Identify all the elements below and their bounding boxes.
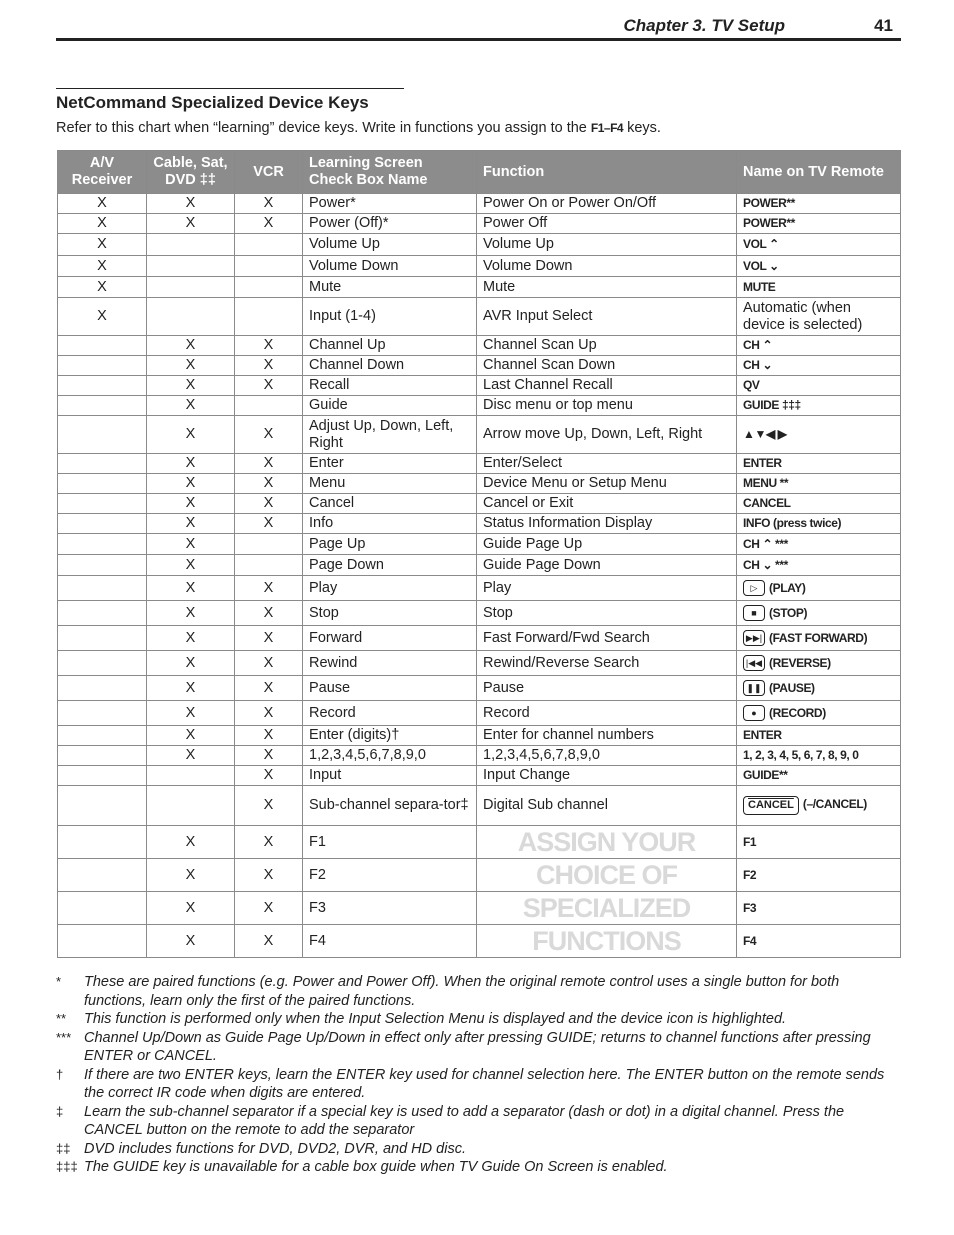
av-cell: X [58,277,147,298]
learning-name-cell: Page Up [303,534,477,555]
col-cable-sat-dvd: Cable, Sat, DVD ‡‡ [147,151,235,194]
cable-cell: X [147,214,235,234]
av-cell [58,651,147,676]
vcr-cell: X [235,626,303,651]
remote-label: POWER** [743,216,795,230]
function-cell: Status Information Display [477,514,737,534]
footnote [56,1029,896,1066]
remote-label: (REVERSE) [769,655,831,670]
cable-cell: X [147,416,235,454]
cable-cell: X [147,726,235,746]
av-cell [58,376,147,396]
function-cell: Volume Down [477,256,737,277]
footnote-symbol: ** [56,1011,67,1026]
remote-label: GUIDE ‡‡‡ [743,398,801,412]
cable-cell: X [147,651,235,676]
table-row [58,651,901,676]
cable-cell [147,786,235,826]
table-row [58,256,901,277]
remote-label: (FAST FORWARD) [769,630,868,645]
cable-cell: X [147,194,235,214]
remote-name-cell [737,214,901,234]
function-cell: Mute [477,277,737,298]
function-cell: Pause [477,676,737,701]
table-row [58,514,901,534]
table-row [58,194,901,214]
remote-label: (STOP) [769,605,808,620]
cable-cell: X [147,514,235,534]
remote-button-icon: ▷ [743,580,765,596]
vcr-cell: X [235,494,303,514]
learning-name-cell: Channel Up [303,336,477,356]
assign-function-text: CHOICE OF [477,859,737,892]
function-cell: Enter for channel numbers [477,726,737,746]
vcr-cell [235,555,303,576]
footnote-symbol: * [56,974,62,989]
remote-label: VOL ⌄ [743,258,779,273]
remote-name-cell [737,651,901,676]
function-cell: Input Change [477,766,737,786]
learning-name-cell: F1 [303,826,477,859]
cable-cell [147,234,235,256]
vcr-cell: X [235,925,303,958]
remote-name-cell [737,494,901,514]
remote-label: CANCEL [743,496,791,510]
remote-label: ▲▼◀ ▶ [743,427,787,441]
remote-label: POWER** [743,196,795,210]
table-row [58,726,901,746]
cable-cell [147,256,235,277]
function-cell: Volume Up [477,234,737,256]
col-remote-name: Name on TV Remote [737,151,901,194]
learning-name-cell: Recall [303,376,477,396]
remote-label: (RECORD) [769,705,826,720]
av-cell [58,534,147,555]
col-function: Function [477,151,737,194]
footnote-text: If there are two ENTER keys, learn the ENTER key used for channel selection here. The ENTER button on the remote sends the correct IR code when digits are entered. [84,1066,885,1101]
av-cell [58,474,147,494]
footnote-symbol: ‡‡‡ [56,1159,78,1174]
table-body [58,194,901,958]
footnote-text: The GUIDE key is unavailable for a cable box guide when TV Guide On Screen is enabled. [84,1159,668,1175]
learning-name-cell: F2 [303,859,477,892]
vcr-cell [235,396,303,416]
remote-name-cell [737,701,901,726]
vcr-cell: X [235,336,303,356]
vcr-cell: X [235,676,303,701]
vcr-cell: X [235,726,303,746]
av-cell [58,416,147,454]
cable-cell [147,277,235,298]
vcr-cell: X [235,194,303,214]
table-row [58,356,901,376]
cable-cell: X [147,336,235,356]
vcr-cell: X [235,892,303,925]
cancel-button-icon: CANCEL [743,796,799,815]
vcr-cell: X [235,214,303,234]
vcr-cell: X [235,576,303,601]
vcr-cell: X [235,701,303,726]
cable-cell [147,298,235,336]
remote-label: (–/CANCEL) [802,797,867,811]
cable-cell: X [147,474,235,494]
vcr-cell: X [235,859,303,892]
footnote-symbol: ‡ [56,1103,64,1119]
av-cell [58,555,147,576]
cable-cell: X [147,494,235,514]
av-cell [58,925,147,958]
av-cell [58,626,147,651]
learning-name-cell: Input (1-4) [303,298,477,336]
remote-name-cell [737,356,901,376]
av-cell: X [58,298,147,336]
function-cell: Cancel or Exit [477,494,737,514]
remote-name-cell [737,534,901,555]
remote-label: MUTE [743,279,776,294]
av-cell [58,892,147,925]
vcr-cell: X [235,786,303,826]
device-keys-table [57,150,901,958]
remote-name-cell [737,786,901,826]
remote-label: Automatic (when device is selected) [743,299,863,333]
av-cell [58,766,147,786]
chapter-title: Chapter 3. TV Setup [623,16,785,35]
assign-function-text: SPECIALIZED [477,892,737,925]
remote-label: ENTER [743,456,782,470]
remote-name-cell [737,626,901,651]
av-cell [58,356,147,376]
table-row [58,892,901,925]
av-cell [58,726,147,746]
learning-name-cell: Rewind [303,651,477,676]
remote-name-cell [737,277,901,298]
remote-name-cell [737,514,901,534]
table-row [58,626,901,651]
table-row [58,474,901,494]
function-cell: AVR Input Select [477,298,737,336]
remote-name-cell: F2 [737,859,901,892]
remote-label: (PAUSE) [769,680,815,695]
remote-name-cell [737,396,901,416]
table-row [58,826,901,859]
av-cell [58,701,147,726]
remote-name-cell [737,576,901,601]
learning-name-cell: F3 [303,892,477,925]
table-row [58,454,901,474]
function-cell: Fast Forward/Fwd Search [477,626,737,651]
remote-label: (PLAY) [769,580,806,595]
remote-name-cell [737,194,901,214]
learning-name-cell: 1,2,3,4,5,6,7,8,9,0 [303,746,477,766]
learning-name-cell: Stop [303,601,477,626]
av-cell [58,336,147,356]
learning-name-cell: Cancel [303,494,477,514]
learning-name-cell: Enter [303,454,477,474]
function-cell: Power Off [477,214,737,234]
assign-function-text: FUNCTIONS [477,925,737,958]
cable-cell: X [147,746,235,766]
learning-name-cell: Guide [303,396,477,416]
table-row [58,336,901,356]
learning-name-cell: Page Down [303,555,477,576]
function-cell: Enter/Select [477,454,737,474]
learning-name-cell: Pause [303,676,477,701]
footnote [56,1158,896,1177]
learning-name-cell: Volume Up [303,234,477,256]
learning-name-cell: Power* [303,194,477,214]
remote-button-icon: ▶▶| [743,630,765,646]
remote-name-cell [737,726,901,746]
av-cell [58,676,147,701]
table-row [58,494,901,514]
function-cell: Guide Page Down [477,555,737,576]
cable-cell [147,766,235,786]
footnote-symbol: † [56,1066,64,1082]
vcr-cell [235,534,303,555]
vcr-cell: X [235,454,303,474]
vcr-cell: X [235,826,303,859]
vcr-cell [235,256,303,277]
cable-cell: X [147,555,235,576]
av-cell [58,826,147,859]
footnote-symbol: *** [56,1029,72,1045]
page-number: 41 [874,16,893,35]
assign-function-text: ASSIGN YOUR [477,826,737,859]
remote-label: CH ⌄ [743,358,773,372]
table-row [58,396,901,416]
function-cell: Channel Scan Down [477,356,737,376]
section-title: NetCommand Specialized Device Keys [56,88,404,113]
cable-cell: X [147,892,235,925]
remote-name-cell [737,416,901,454]
table-row [58,676,901,701]
vcr-cell: X [235,376,303,396]
cable-cell: X [147,826,235,859]
remote-name-cell [737,676,901,701]
remote-label: GUIDE** [743,768,788,782]
remote-name-cell [737,376,901,396]
vcr-cell: X [235,416,303,454]
remote-label: CH ⌃ [743,338,773,352]
learning-name-cell: Info [303,514,477,534]
intro-after: keys. [623,120,661,136]
vcr-cell: X [235,601,303,626]
av-cell [58,494,147,514]
cable-cell: X [147,396,235,416]
remote-name-cell [737,256,901,277]
table-row [58,234,901,256]
table-header-row [58,151,901,194]
remote-label: 1, 2, 3, 4, 5, 6, 7, 8, 9, 0 [743,748,859,762]
cable-cell: X [147,454,235,474]
col-av-receiver: A/V Receiver [58,151,147,194]
remote-label: MENU ** [743,476,789,490]
vcr-cell: X [235,746,303,766]
table-row [58,746,901,766]
learning-name-cell: Adjust Up, Down, Left, Right [303,416,477,454]
table-row [58,859,901,892]
cable-cell: X [147,626,235,651]
page-header [56,14,901,41]
learning-name-cell: Input [303,766,477,786]
remote-name-cell [737,601,901,626]
function-cell: Channel Scan Up [477,336,737,356]
learning-name-cell: Enter (digits)† [303,726,477,746]
function-cell: Record [477,701,737,726]
table-row [58,766,901,786]
cable-cell: X [147,701,235,726]
intro-keys: F1–F4 [590,121,624,135]
remote-label: ENTER [743,728,782,742]
footnote [56,973,896,1010]
table-row [58,786,901,826]
av-cell [58,514,147,534]
vcr-cell [235,298,303,336]
cable-cell: X [147,676,235,701]
table-row [58,555,901,576]
av-cell [58,859,147,892]
footnote [56,1066,896,1103]
remote-label: CH ⌄ *** [743,557,788,572]
av-cell [58,454,147,474]
cable-cell: X [147,534,235,555]
table-row [58,925,901,958]
footnotes [56,973,896,1177]
remote-button-icon: ● [743,705,765,721]
av-cell: X [58,234,147,256]
table-row [58,601,901,626]
learning-name-cell: Channel Down [303,356,477,376]
footnote-text: Channel Up/Down as Guide Page Up/Down in effect only after pressing GUIDE; returns to channel functions after pressing ENTER or CANCEL. [84,1029,871,1064]
footnote-text: These are paired functions (e.g. Power and Power Off). When the original remote control uses a single button for both functions, learn only the first of the paired functions. [84,974,840,1009]
footnote [56,1140,896,1159]
cable-cell: X [147,376,235,396]
table-row [58,701,901,726]
av-cell [58,601,147,626]
remote-name-cell [737,474,901,494]
col-learning-screen: Learning Screen Check Box Name [303,151,477,194]
remote-name-cell [737,555,901,576]
remote-name-cell [737,336,901,356]
learning-name-cell: Power (Off)* [303,214,477,234]
remote-button-icon: |◀◀ [743,655,765,671]
av-cell: X [58,194,147,214]
function-cell: Stop [477,601,737,626]
learning-name-cell: Volume Down [303,256,477,277]
footnote-text: DVD includes functions for DVD, DVD2, DVR, and HD disc. [84,1140,466,1157]
remote-name-cell: F4 [737,925,901,958]
remote-label: CH ⌃ *** [743,536,788,551]
remote-name-cell: F3 [737,892,901,925]
remote-name-cell [737,766,901,786]
footnote [56,1010,896,1029]
av-cell [58,576,147,601]
av-cell: X [58,214,147,234]
intro-before: Refer to this chart when “learning” device keys. Write in functions you assign to the [56,120,591,136]
table-row [58,576,901,601]
remote-label: INFO (press twice) [743,516,842,530]
cable-cell: X [147,601,235,626]
footnote-symbol: ‡‡ [56,1140,71,1156]
remote-name-cell [737,234,901,256]
remote-label: QV [743,378,760,392]
learning-name-cell: Play [303,576,477,601]
learning-name-cell: F4 [303,925,477,958]
table-row [58,277,901,298]
footnote-text: This function is performed only when the Input Selection Menu is displayed and the device icon is highlighted. [84,1011,787,1027]
learning-name-cell: Record [303,701,477,726]
learning-name-cell: Sub-channel separa-tor‡ [303,786,477,826]
vcr-cell: X [235,514,303,534]
vcr-cell: X [235,651,303,676]
footnote-text: Learn the sub-channel separator if a special key is used to add a separator (dash or dot) in a digital channel. Press the CANCEL button on the remote to add the separator [84,1103,845,1138]
remote-button-icon: ■ [743,605,765,621]
table-row [58,534,901,555]
remote-name-cell: F1 [737,826,901,859]
function-cell: Play [477,576,737,601]
cable-cell: X [147,576,235,601]
learning-name-cell: Menu [303,474,477,494]
table-row [58,214,901,234]
learning-name-cell: Mute [303,277,477,298]
remote-name-cell [737,746,901,766]
table-row [58,376,901,396]
table-row [58,416,901,454]
vcr-cell [235,234,303,256]
cable-cell: X [147,925,235,958]
function-cell: Disc menu or top menu [477,396,737,416]
table-row [58,298,901,336]
av-cell [58,746,147,766]
remote-name-cell [737,454,901,474]
av-cell [58,396,147,416]
function-cell: Power On or Power On/Off [477,194,737,214]
remote-label: VOL ⌃ [743,237,779,251]
function-cell: Guide Page Up [477,534,737,555]
col-vcr: VCR [235,151,303,194]
remote-name-cell [737,298,901,336]
remote-button-icon: ❚❚ [743,680,765,696]
function-cell: Device Menu or Setup Menu [477,474,737,494]
function-cell: Last Channel Recall [477,376,737,396]
vcr-cell: X [235,356,303,376]
av-cell [58,786,147,826]
cable-cell: X [147,859,235,892]
function-cell: 1,2,3,4,5,6,7,8,9,0 [477,746,737,766]
function-cell: Rewind/Reverse Search [477,651,737,676]
footnote [56,1103,896,1140]
av-cell: X [58,256,147,277]
vcr-cell [235,277,303,298]
function-cell: Digital Sub channel [477,786,737,826]
cable-cell: X [147,356,235,376]
learning-name-cell: Forward [303,626,477,651]
vcr-cell: X [235,766,303,786]
vcr-cell: X [235,474,303,494]
function-cell: Arrow move Up, Down, Left, Right [477,416,737,454]
intro-text [56,120,661,136]
